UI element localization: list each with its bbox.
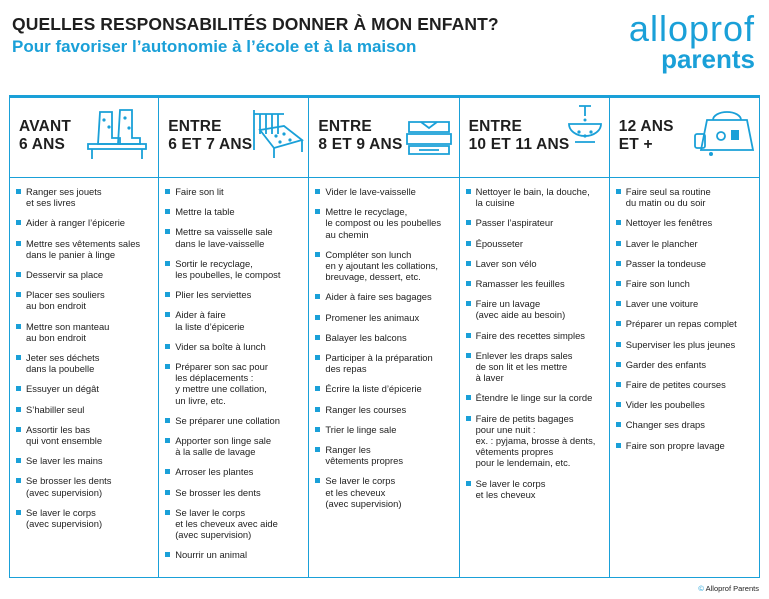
list-item: Nourrir un animal <box>165 549 304 560</box>
list-item: Plier les serviettes <box>165 289 304 300</box>
list-item: Apporter son linge sale à la salle de lavage <box>165 435 304 457</box>
bed-icon <box>246 104 306 164</box>
age-label: AVANT 6 ANS <box>19 118 72 153</box>
list-item: Trier le linge sale <box>315 424 454 435</box>
toiletry-bag-icon <box>691 106 757 162</box>
list-item: Laver son vélo <box>466 258 605 269</box>
column-before-6 <box>9 95 159 578</box>
list-item: Vider les poubelles <box>616 399 755 410</box>
list-item: Participer à la préparation des repas <box>315 352 454 374</box>
list-item: Vider sa boîte à lunch <box>165 341 304 352</box>
list-item: S’habiller seul <box>16 404 154 415</box>
list-item: Laver une voiture <box>616 298 755 309</box>
age-label: ENTRE 10 ET 11 ANS <box>468 118 570 153</box>
list-item: Nettoyer le bain, la douche, la cuisine <box>466 186 605 208</box>
chore-list <box>460 178 609 500</box>
chore-list <box>10 178 158 529</box>
copyright-text: Alloprof Parents <box>705 584 759 593</box>
page-subtitle: Pour favoriser l’autonomie à l’école et à la maison <box>12 37 417 56</box>
list-item: Vider le lave-vaisselle <box>315 186 454 197</box>
alloprof-logo <box>575 10 755 80</box>
age-label: ENTRE 6 ET 7 ANS <box>168 118 253 153</box>
list-item: Se brosser les dents (avec supervision) <box>16 475 154 497</box>
column-10-11 <box>460 95 610 578</box>
list-item: Ranger les courses <box>315 404 454 415</box>
chore-list <box>159 178 308 561</box>
list-item: Sortir le recyclage, les poubelles, le compost <box>165 258 304 280</box>
list-item: Laver le plancher <box>616 238 755 249</box>
logo-wordmark: alloprof <box>628 8 755 49</box>
header <box>12 14 572 57</box>
age-label: 12 ANS ET + <box>618 118 674 153</box>
list-item: Arroser les plantes <box>165 466 304 477</box>
list-item: Se laver le corps et les cheveux <box>466 478 605 500</box>
list-item: Ranger ses jouets et ses livres <box>16 186 154 208</box>
list-item: Faire son lit <box>165 186 304 197</box>
page-title: QUELLES RESPONSABILITÉS DONNER À MON ENFANT? <box>12 14 499 34</box>
chore-list <box>309 178 458 509</box>
list-item: Préparer son sac pour les déplacements : y mettre une collation, un livre, etc. <box>165 361 304 406</box>
copyright <box>698 584 759 593</box>
list-item: Mettre son manteau au bon endroit <box>16 321 154 343</box>
list-item: Balayer les balcons <box>315 332 454 343</box>
list-item: Faire des recettes simples <box>466 330 605 341</box>
list-item: Essuyer un dégât <box>16 383 154 394</box>
list-item: Étendre le linge sur la corde <box>466 392 605 403</box>
folded-clothes-icon <box>403 108 455 158</box>
sink-icon <box>563 102 607 156</box>
list-item: Se laver le corps (avec supervision) <box>16 507 154 529</box>
list-item: Faire un lavage (avec aide au besoin) <box>466 298 605 320</box>
list-item: Placer ses souliers au bon endroit <box>16 289 154 311</box>
column-8-9 <box>309 95 459 578</box>
list-item: Desservir sa place <box>16 269 154 280</box>
list-item: Mettre ses vêtements sales dans le panier à linge <box>16 238 154 260</box>
list-item: Préparer un repas complet <box>616 318 755 329</box>
list-item: Jeter ses déchets dans la poubelle <box>16 352 154 374</box>
column-header <box>610 98 759 178</box>
list-item: Enlever les draps sales de son lit et les mettre à laver <box>466 350 605 384</box>
list-item: Se brosser les dents <box>165 487 304 498</box>
list-item: Se laver le corps et les cheveux (avec supervision) <box>315 475 454 509</box>
list-item: Changer ses draps <box>616 419 755 430</box>
column-6-7 <box>159 95 309 578</box>
list-item: Mettre le recyclage, le compost ou les poubelles au chemin <box>315 206 454 240</box>
list-item: Aider à ranger l’épicerie <box>16 217 154 228</box>
list-item: Faire seul sa routine du matin ou du soir <box>616 186 755 208</box>
list-item: Se laver le corps et les cheveux avec aide (avec supervision) <box>165 507 304 541</box>
copyright-symbol: © <box>698 584 704 593</box>
column-header <box>159 98 308 178</box>
list-item: Aider à faire ses bagages <box>315 291 454 302</box>
age-columns <box>9 95 760 578</box>
list-item: Se laver les mains <box>16 455 154 466</box>
column-12-plus <box>610 95 760 578</box>
list-item: Promener les animaux <box>315 312 454 323</box>
list-item: Écrire la liste d’épicerie <box>315 383 454 394</box>
list-item: Faire son lunch <box>616 278 755 289</box>
chore-list <box>610 178 759 451</box>
list-item: Épousseter <box>466 238 605 249</box>
list-item: Passer l’aspirateur <box>466 217 605 228</box>
list-item: Assortir les bas qui vont ensemble <box>16 424 154 446</box>
list-item: Garder des enfants <box>616 359 755 370</box>
list-item: Mettre la table <box>165 206 304 217</box>
list-item: Faire de petites courses <box>616 379 755 390</box>
list-item: Aider à faire la liste d’épicerie <box>165 309 304 331</box>
boots-on-shelf-icon <box>82 102 152 162</box>
column-header <box>309 98 458 178</box>
column-header <box>460 98 609 178</box>
list-item: Nettoyer les fenêtres <box>616 217 755 228</box>
list-item: Ranger les vêtements propres <box>315 444 454 466</box>
list-item: Ramasser les feuilles <box>466 278 605 289</box>
list-item: Superviser les plus jeunes <box>616 339 755 350</box>
list-item: Faire de petits bagages pour une nuit : ex. : pyjama, brosse à dents, vêtements propres pour le lendemain, etc. <box>466 413 605 469</box>
age-label: ENTRE 8 ET 9 ANS <box>318 118 403 153</box>
list-item: Se préparer une collation <box>165 415 304 426</box>
logo-subtitle: parents <box>661 44 755 74</box>
list-item: Mettre sa vaisselle sale dans le lave-vaisselle <box>165 226 304 248</box>
list-item: Compléter son lunch en y ajoutant les collations, breuvage, dessert, etc. <box>315 249 454 283</box>
list-item: Passer la tondeuse <box>616 258 755 269</box>
list-item: Faire son propre lavage <box>616 440 755 451</box>
column-header <box>10 98 158 178</box>
